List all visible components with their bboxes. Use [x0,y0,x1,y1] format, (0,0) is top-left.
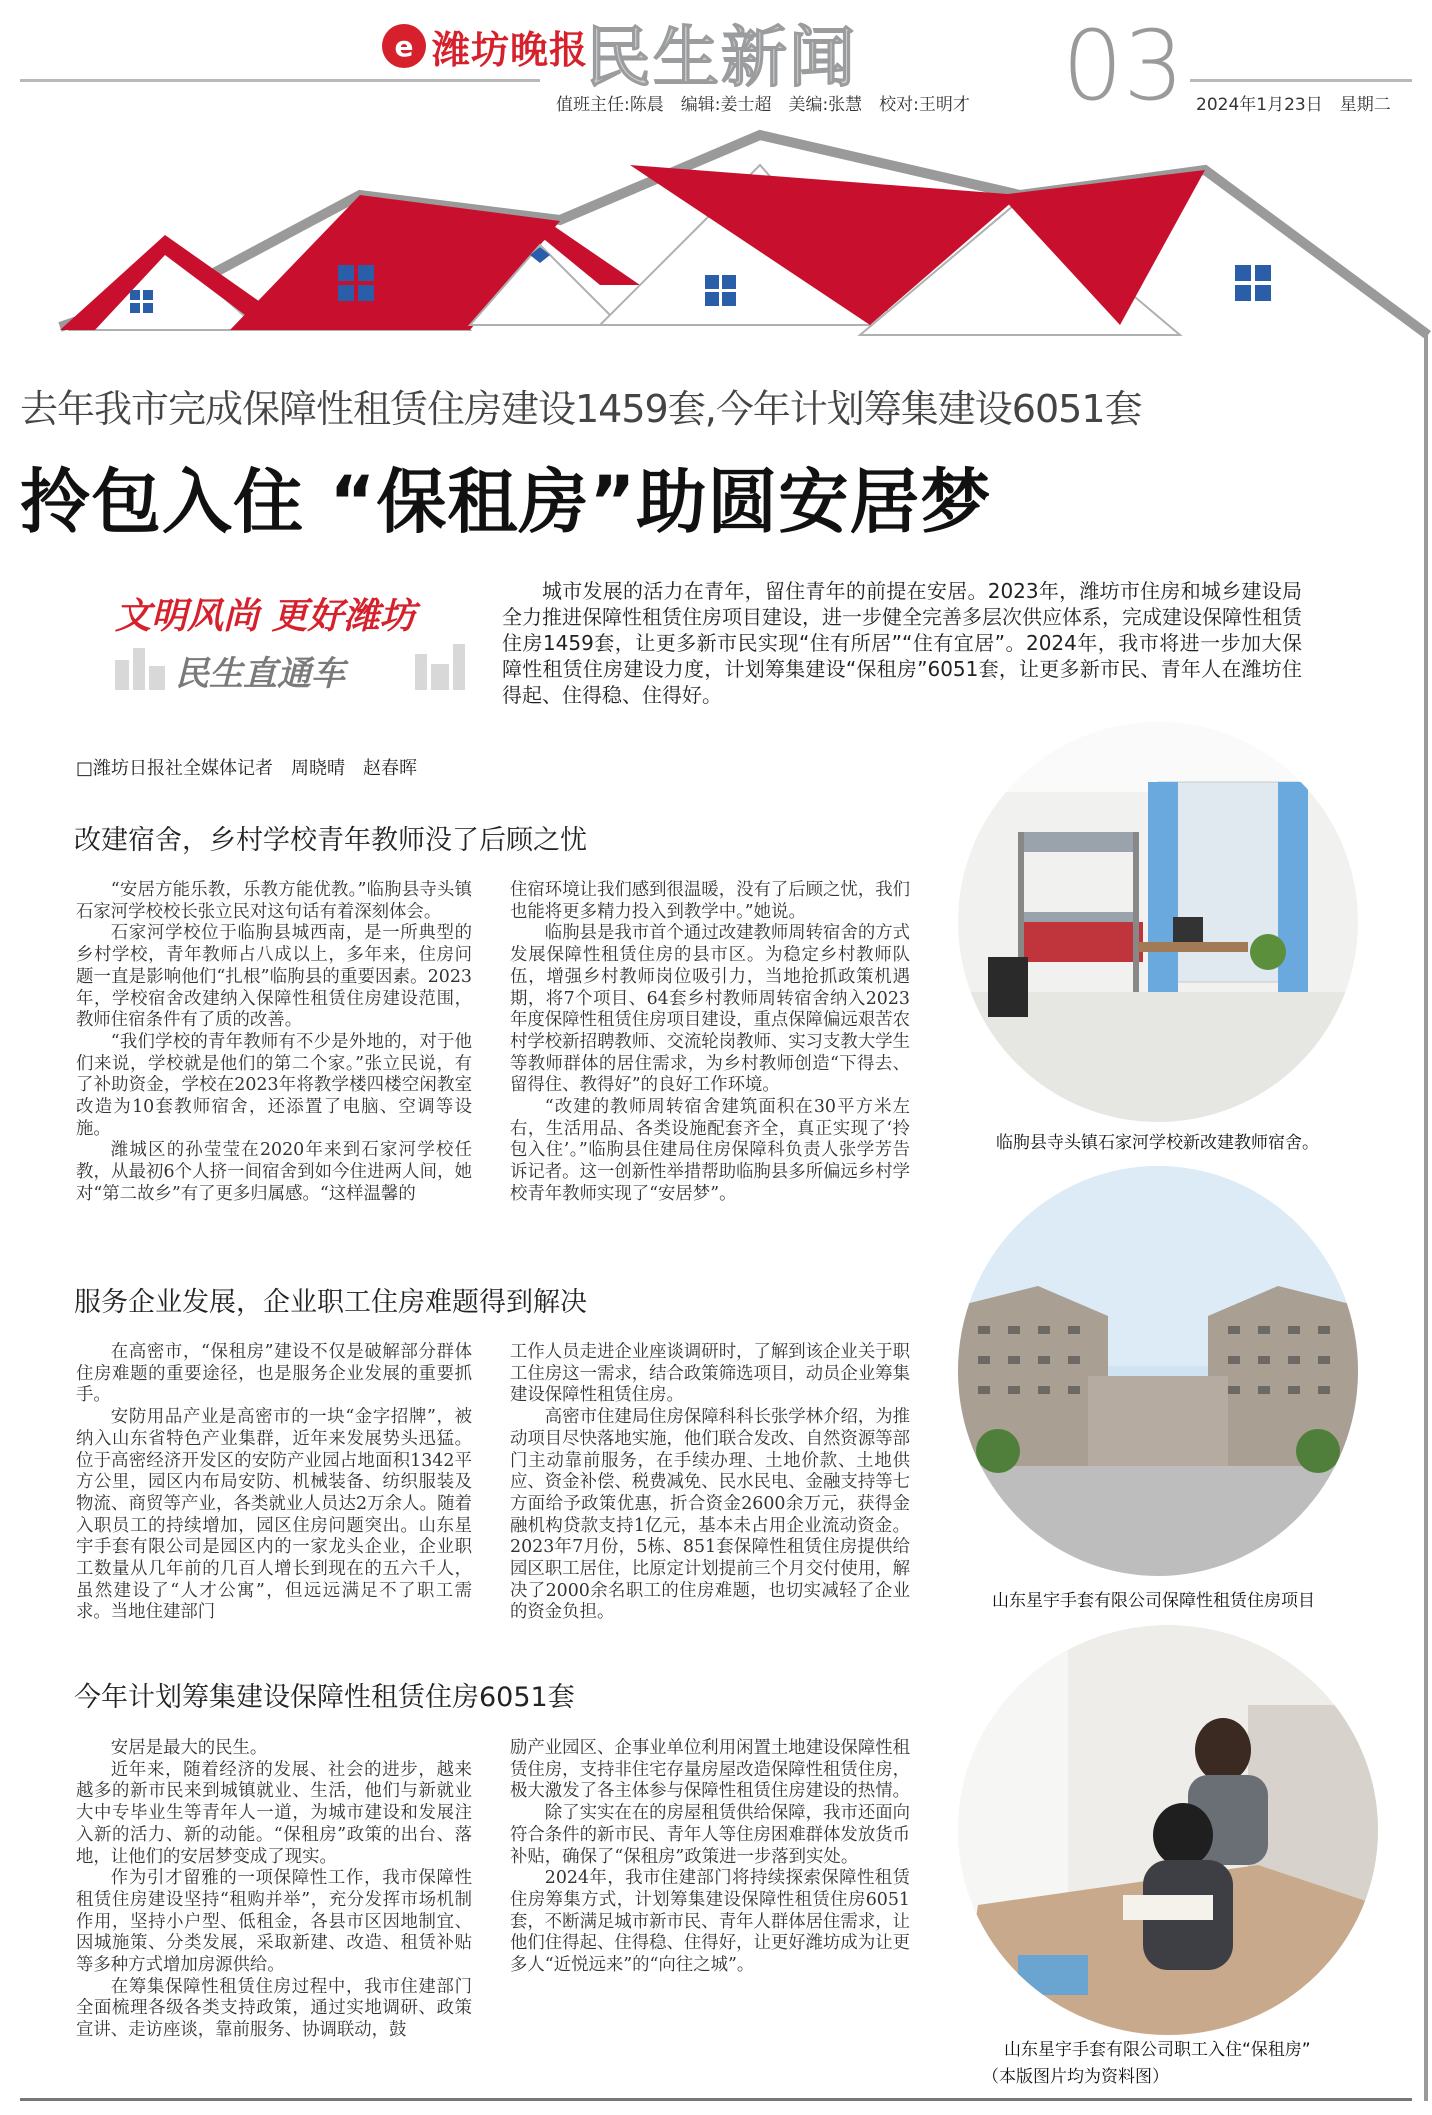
paragraph: “我们学校的青年教师有不少是外地的，对于他们来说，学校就是他们的第二个家。”张立民说，有了补助资金，学校在2023年将教学楼四楼空闲教室改造为10套教师宿舍，还添置了电脑、空调等设施。 [76,1031,472,1139]
paragraph: 在高密市，“保租房”建设不仅是破解部分群体住房难题的重要途径，也是服务企业发展的重要抓手。 [76,1342,472,1406]
headline-title: 拎包入住 “保租房”助圆安居梦 [20,461,992,543]
paragraph: “改建的教师周转宿舍建筑面积在30平方米左右，生活用品、各类设施配套齐全，真正实现了‘拎包入住’。”临朐县住建局住房保障科负责人张学芳告诉记者。这一创新性举措帮助临朐县多所偏远乡村学校青年教师实现了“安居梦”。 [510,1097,910,1204]
badge-slogan: 文明风尚 更好潍坊 [115,596,416,637]
editor-credits: 值班主任:陈晨 编辑:姜士超 美编:张慧 校对:王明才 [556,95,970,115]
section-1-column-left [76,880,472,1206]
paragraph: 高密市住建局住房保障科科长张学林介绍，为推动项目尽快落地实施，他们联合发改、自然资源等部门主动靠前服务，在手续办理、土地价款、土地供应、资金补偿、税费减免、民水民电、金融支持等七方面给予政策优惠，折合资金2600余万元，获得金融机构贷款支持1亿元，基本未占用企业流动资金。2023年7月份，5栋、851套保障性租赁住房提供给园区职工居住，比原定计划提前三个月交付使用，解决了2000余名职工的住房难题，也切实减轻了企业的资金负担。 [510,1407,911,1623]
paragraph: “安居方能乐教，乐教方能优教。”临朐县寺头镇石家河学校校长张立民对这句话有着深刻体会。 [76,880,472,922]
page-number: 03 [1062,10,1185,122]
section-name: 民生新闻 [585,18,857,96]
roofs-illustration [0,125,1432,365]
photo-caption-2: 山东星宇手套有限公司保障性租赁住房项目 [992,1591,1315,1611]
paragraph: 住宿环境让我们感到很温暖，没有了后顾之忧，我们也能将更多精力投入到教学中。”她说。 [510,880,910,922]
paragraph: 除了实实在在的房屋租赁供给保障，我市还面向符合条件的新市民、青年人等住房困难群体发放货币补贴，确保了“保租房”政策进一步落到实处。 [510,1803,911,1867]
headline-subtitle: 去年我市完成保障性租赁住房建设1459套,今年计划筹集建设6051套 [20,387,1142,431]
photo-caption-1: 临朐县寺头镇石家河学校新改建教师宿舍。 [996,1133,1319,1153]
paragraph: 励产业园区、企事业单位利用闲置土地建设保障性租赁住房，支持非住宅存量房屋改造保障性租赁住房，极大激发了各主体参与保障性租赁住房建设的热情。 [510,1738,910,1802]
paper-name: 潍坊晚报 [432,27,589,72]
paragraph: 作为引才留雅的一项保障性工作，我市保障性租赁住房建设坚持“租购并举”，充分发挥市场机制作用，坚持小户型、低租金，各县市区因地制宜、因城施策、分类发展，采取新建、改造、租赁补贴等多种方式增加房源供给。 [76,1868,472,1976]
section-heading-1: 改建宿舍，乡村学校青年教师没了后顾之忧 [74,825,587,856]
paragraph: 在筹集保障性租赁住房过程中，我市住建部门全面梳理各级各类支持政策，通过实地调研、政策宣讲、走访座谈，靠前服务、协调联动，鼓 [76,1976,472,2041]
section-2-column-left [76,1342,472,1624]
column-badge [115,588,475,698]
dormitory-photo [958,722,1358,1122]
paragraph: 安防用品产业是高密市的一块“金字招牌”，被纳入山东省特色产业集群，近年来发展势头迅猛。位于高密经济开发区的安防产业园占地面积1342平方公里，园区内布局安防、机械装备、纺织服装及物流、商贸等产业，各类就业人员达2万余人。随着入职员工的持续增加，园区住房问题突出。山东星宇手套有限公司是园区内的一家龙头企业，企业职工数量从几年前的几百人增长到现在的五六千人，虽然建设了“人才公寓”，但远远满足不了职工需求。当地住建部门 [76,1407,472,1623]
byline: □潍坊日报社全媒体记者 周晓晴 赵春晖 [76,758,418,779]
badge-column-name: 民生直通车 [175,654,345,694]
section-heading-2: 服务企业发展，企业职工住房难题得到解决 [74,1287,587,1318]
apartment-photo [958,1166,1358,1576]
lead-paragraph: 城市发展的活力在青年，留住青年的前提在安居。2023年，潍坊市住房和城乡建设局全力推进保障性租赁住房项目建设，进一步健全完善多层次供应体系，完成建设保障性租赁住房1459套，让更多新市民实现“住有所居”“住有宜居”。2024年，我市将进一步加大保障性租赁住房建设力度，计划筹集建设“保租房”6051套，让更多新市民、青年人在潍坊住得起、住得稳、住得好。 [502,579,1302,707]
section-1-column-right [510,880,910,1206]
paragraph: 石家河学校位于临朐县城西南，是一所典型的乡村学校，青年教师占八成以上，多年来，住房问题一直是影响他们“扎根”临朐县的重要因素。2023年，学校宿舍改建纳入保障性租赁住房建设范围，教师住宿条件有了质的改善。 [76,923,472,1031]
paragraph: 工作人员走进企业座谈调研时，了解到该企业关于职工住房这一需求，结合政策筛选项目，动员企业筹集建设保障性租赁住房。 [510,1342,910,1406]
paragraph: 潍城区的孙莹莹在2020年来到石家河学校任教，从最初6个人挤一间宿舍到如今住进两人间，她对“第二故乡”有了更多归属感。“这样温馨的 [76,1140,472,1204]
page-frame-bottom [20,2098,1412,2101]
section-2-column-right [510,1342,910,1624]
issue-date: 2024年1月23日 星期二 [1196,95,1391,115]
workers-photo [958,1625,1378,2035]
section-3-column-right [510,1738,910,1977]
paper-logo [382,18,588,74]
paragraph: 安居是最大的民生。 [110,1738,268,1758]
paragraph: 2024年，我市住建部门将持续探索保障性租赁住房筹集方式，计划筹集建设保障性租赁住房6051套，不断满足城市新市民、青年人群体居住需求，让他们住得起、住得稳、住得好，让更好潍坊成为让更多人“近悦远来”的“向往之城”。 [510,1868,910,1976]
photo-source-note: （本版图片均为资料图） [982,2067,1169,2087]
photo-caption-3: 山东星宇手套有限公司职工入住“保租房” [1004,2040,1311,2060]
section-heading-3: 今年计划筹集建设保障性租赁住房6051套 [74,1682,575,1713]
masthead-rule-right [1190,79,1412,82]
masthead-rule [20,79,540,82]
paragraph: 临朐县是我市首个通过改建教师周转宿舍的方式发展保障性租赁住房的县市区。为稳定乡村教师队伍，增强乡村教师岗位吸引力，当地抢抓政策机遇期，将7个项目、64套乡村教师周转宿舍纳入2023年度保障性租赁住房项目建设，重点保障偏远艰苦农村学校新招聘教师、交流轮岗教师、实习支教大学生等教师群体的居住需求，为乡村教师创造“下得去、留得住、教得好”的良好工作环境。 [510,923,911,1096]
logo-mark-icon: e [382,24,426,68]
section-3-column-left [76,1738,472,2042]
page-frame-right [1424,330,1428,2101]
paragraph: 近年来，随着经济的发展、社会的进步，越来越多的新市民来到城镇就业、生活，他们与新就业大中专毕业生等青年人一道，为城市建设和发展注入新的活力、新的动能。“保租房”政策的出台、落地，让他们的安居梦变成了现实。 [76,1759,472,1867]
